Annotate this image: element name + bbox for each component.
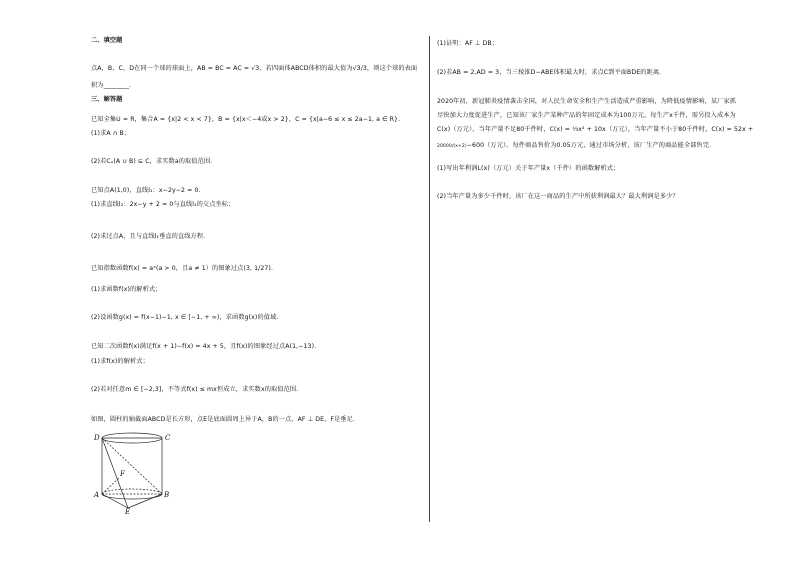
question-sets: 已知全集U = R，集合A = {x|2 < x < 7}，B = {x|x＜−4或x > 2}，C = {x|a−6 ≤ x ≤ 2a−1, a ∈ R}. <box>91 116 401 123</box>
label-D: D <box>94 434 100 442</box>
segment-BE <box>128 494 162 508</box>
question-exponential: 已知指数函数f(x) = aˣ(a > 0，且a ≠ 1）的图象过点(3, 1/27). <box>91 265 274 272</box>
question-profit-line1: 2020年初，新冠肺炎疫情袭击全国，对人民生命安全和生产生活造成严重影响，为降低疫情影响，某厂家抓 <box>437 98 737 105</box>
question-cylinder: 如图，圆柱的轴截面ABCD是长方形，点E是底面圆周上异于A，B的一点，AF ⊥ DE，F是垂足. <box>91 416 355 423</box>
question-profit-line3: C(x)（万元），当年产量不足80千件时，C(x) = ⅓x² + 10x（万元），当年产量不小于80千件时，C(x) = 52x + <box>437 126 754 133</box>
question-sets-part2: (2)若Cᵤ(A ∪ B) ⊆ C，求实数a的取值范围. <box>91 158 213 165</box>
segment-AF <box>102 478 119 494</box>
question-profit-line4 <box>437 142 711 151</box>
section-title-fill-blank: 二、填空题 <box>91 37 123 44</box>
label-F: F <box>120 470 125 478</box>
cylinder-bottom-back-arc <box>102 489 162 494</box>
cylinder-figure <box>92 430 172 514</box>
question-profit-fraction: 20000/(x+2) <box>437 144 467 149</box>
label-A: A <box>94 491 100 499</box>
question-sets-part1: (1)求A ∩ B； <box>91 130 131 137</box>
question-line: 已知点A(1,0)，直线l₁：x−2y−2 = 0. <box>91 187 201 194</box>
question-sphere-line1 <box>91 65 417 73</box>
question-line-part1: (1)求直线l₂：2x−y + 2 = 0与直线l₁的交点坐标； <box>91 201 235 208</box>
label-C: C <box>165 434 171 442</box>
segment-AE <box>102 494 128 508</box>
question-line-part2: (2)求过点A，且与直线l₁垂直的直线方程. <box>91 233 206 240</box>
question-quadratic-part2: (2)若对任意m ∈ [−2,3]，不等式f(x) ≤ mx恒成立，求实数x的取值范围. <box>91 386 299 393</box>
question-quadratic: 已知二次函数f(x)满足f(x + 1)−f(x) = 4x + 5，且f(x)的图象经过点A(1,−13). <box>91 343 317 350</box>
question-profit-line2: 尽快加大力度促进生产，已知该厂家生产某种产品的年固定成本为100万元，每生产x千件，需另投入成本为 <box>437 112 736 119</box>
question-cylinder-part1: (1)证明：AF ⊥ DB； <box>437 40 499 47</box>
column-divider <box>429 36 430 522</box>
question-sphere-fraction: √3/3 <box>352 65 367 72</box>
question-sphere-text-a: 点A，B，C，D在同一个球的球面上，AB = BC = AC = √3，若四面体ABCD体积的最大值为 <box>91 65 353 72</box>
question-sphere-text-b: ，则这个球的表面 <box>366 65 418 72</box>
label-B: B <box>164 491 170 499</box>
section-title-solve: 三、解答题 <box>91 96 123 103</box>
label-E: E <box>125 508 131 514</box>
question-profit-part1: (1)写出年利润L(x)（万元）关于年产量x（千件）的函数解析式； <box>437 165 620 172</box>
cylinder-bottom-front-arc <box>102 494 162 499</box>
question-profit-part2: (2)当年产量为多少千件时，该厂在这一商品的生产中所获利润最大？最大利润是多少？ <box>437 193 679 200</box>
question-profit-line4-text: −600（万元）。每件商品售价为0.05万元，通过市场分析，该厂生产的商品能全部售完. <box>466 142 712 149</box>
question-exponential-part2: (2)设函数g(x) = f(x−1)−1, x ∈ [−1, + ∞)，求函数g(x)的值域. <box>91 314 279 321</box>
question-sphere-line2: 积为________. <box>91 82 132 89</box>
question-cylinder-part2: (2)若AB = 2,AD = 3，当三棱锥D−ABE体积最大时，求点C到平面BDE的距离. <box>437 69 662 76</box>
question-quadratic-part1: (1)求f(x)的解析式； <box>91 358 149 365</box>
question-exponential-part1: (1)求函数f(x)的解析式； <box>91 286 162 293</box>
